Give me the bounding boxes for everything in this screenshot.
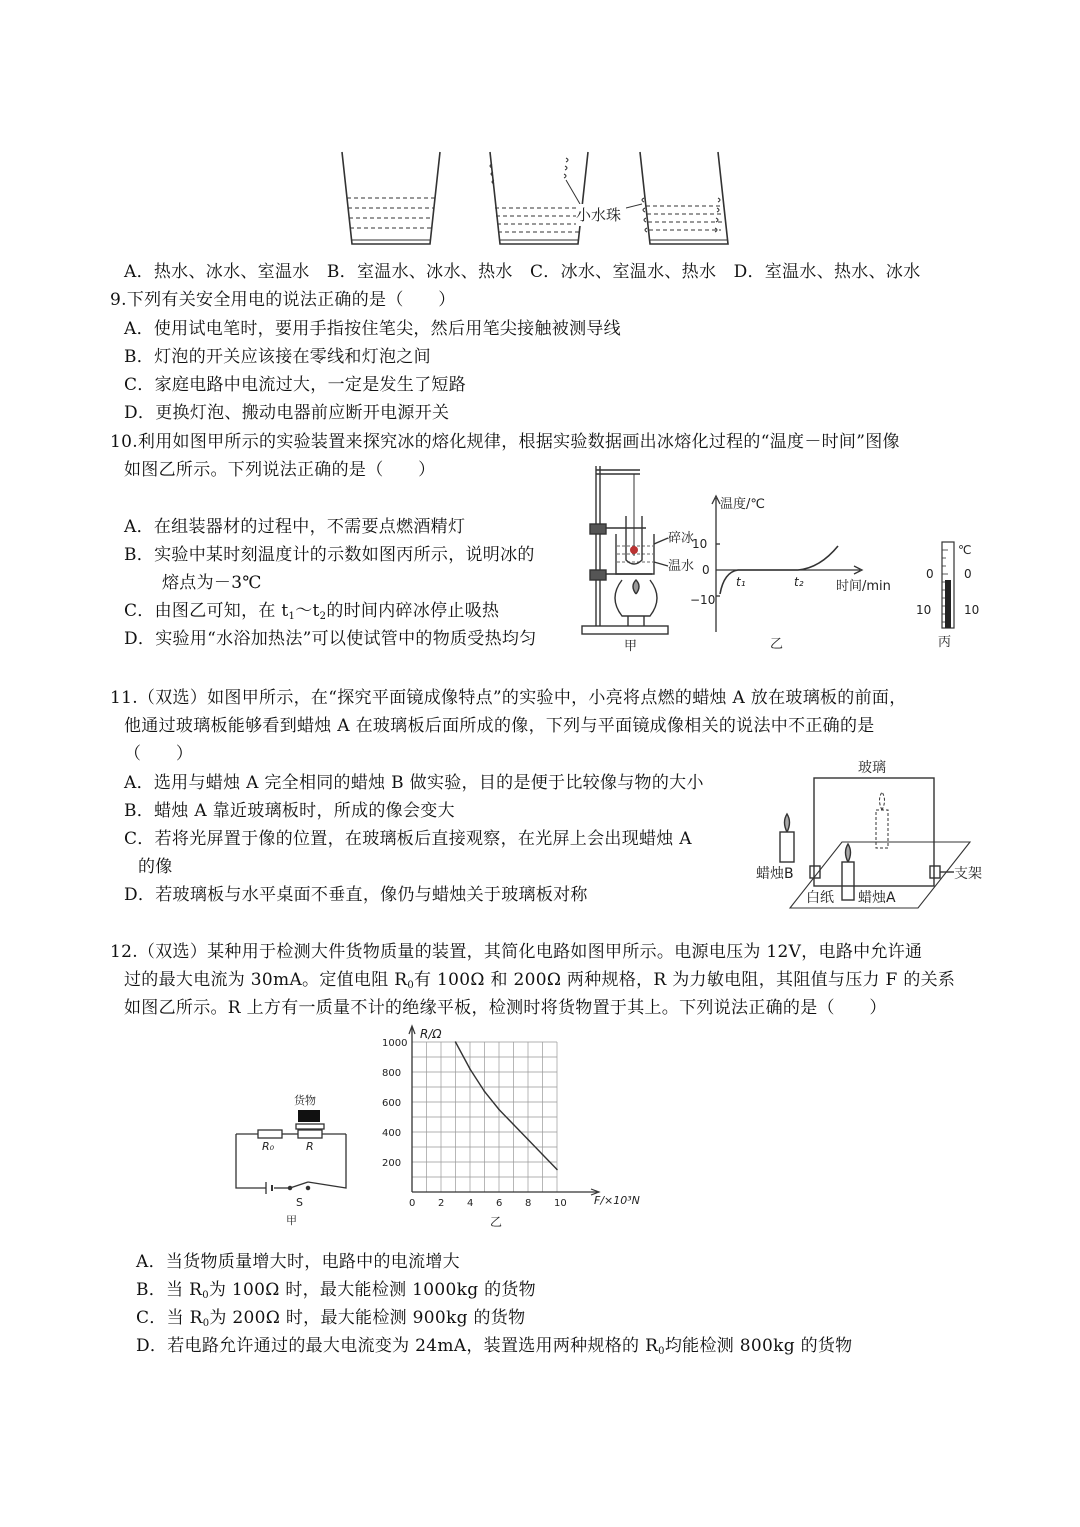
q10-stem-line2: 如图乙所示。下列说法正确的是（ ） [124,460,436,480]
q12-stem-line3: 如图乙所示。R 上方有一质量不计的绝缘平板，检测时将货物置于其上。下列说法正确的是（ ） [124,998,887,1018]
q9-option-d: D．更换灯泡、搬动电器前应断开电源开关 [124,403,450,423]
q11-stem-line1: 11.（双选）如图甲所示，在“探究平面镜成像特点”的实验中，小亮将点燃的蜡烛 A 放在玻璃板的前面， [110,688,907,708]
q10-thermometer-figure [910,538,990,654]
q12-option-b [136,1280,536,1306]
fig-jia-label-q12: 甲 [286,1214,297,1227]
q10-option-c-post: 的时间内碎冰停止吸热 [326,601,500,621]
y-tick-label: 600 [382,1098,402,1109]
warm-water-label: 温水 [668,559,695,574]
q9-option-c: C．家庭电路中电流过大，一定是发生了短路 [124,375,467,395]
q12-option-d [136,1336,852,1362]
y-tick-label: 400 [382,1128,402,1139]
q12-option-c [136,1308,525,1334]
y-tick-label: 1000 [382,1038,408,1049]
thermo-unit: ℃ [958,543,972,557]
data-point [513,1124,515,1126]
data-point [469,1068,471,1070]
q12-option-c-post: 为 200Ω 时，最大能检测 900kg 的货物 [209,1308,526,1328]
q12-resistance-force-chart [378,1022,668,1232]
data-point [542,1154,544,1156]
x-tick-label: 8 [525,1198,532,1209]
q11-option-d: D．若玻璃板与水平桌面不垂直，像仍与蜡烛关于玻璃板对称 [124,885,588,905]
fig-yi-label: 乙 [770,637,784,652]
y-axis-label: 温度/℃ [720,497,765,512]
chart-x-label: F/×10³N [594,1194,640,1207]
fig-jia-label: 甲 [624,639,638,654]
q8-options: A．热水、冰水、室温水 B．室温水、冰水、热水 C．冰水、室温水、热水 D．室温水、热水、冰水 [124,262,921,282]
chart-grid [412,1042,557,1192]
q10-option-d: D．实验用“水浴加热法”可以使试管中的物质受热均匀 [124,629,537,649]
q12-option-c-sub: 0 [202,1318,210,1329]
q12-option-b-sub: 0 [202,1290,209,1301]
q11-option-a: A．选用与蜡烛 A 完全相同的蜡烛 B 做实验，目的是便于比较像与物的大小 [124,773,704,793]
q12-stem-line1: 12.（双选）某种用于检测大件货物质量的装置，其简化电路如图甲所示。电源电压为 12V，电路中允许通 [110,942,923,962]
q10-option-c [124,601,499,627]
x-tick-label: 2 [438,1198,445,1209]
data-point [484,1091,486,1093]
q11-mirror-figure [750,756,990,922]
q10-option-c-mid: ～t [295,601,320,621]
q12-option-b-post: 为 100Ω 时，最大能检测 1000kg 的货物 [208,1280,536,1300]
q12-option-c-pre: C．当 R [136,1308,203,1328]
y-tick-label: 200 [382,1158,402,1169]
data-point [556,1169,558,1171]
data-point [455,1041,457,1043]
q8-beakers-figure [330,148,730,250]
q11-stem-line3: （ ） [124,744,194,764]
q12-circuit-figure [228,1090,358,1228]
white-paper-label: 白纸 [806,890,834,906]
x-tick-label: 4 [467,1198,474,1209]
thermo-left-0: 0 [926,567,934,581]
q10-option-c-pre: C．由图乙可知，在 t [124,601,289,621]
data-point [498,1109,500,1111]
q12-option-d-sub: 0 [658,1346,665,1357]
thermo-left-10: 10 [916,603,932,617]
q10-option-b-line1: B．实验中某时刻温度计的示数如图丙所示，说明冰的 [124,545,535,565]
r0-label: R₀ [262,1140,275,1153]
q12-option-d-pre: D．若电路允许通过的最大电流变为 24mA，装置选用两种规格的 R [136,1336,659,1356]
y-tick-10: 10 [692,537,708,551]
data-point [527,1139,529,1141]
q12-stem-line2-pre: 过的最大电流为 30mA。定值电阻 R [124,970,408,990]
x-tick-label: 0 [409,1198,416,1209]
beaker-1 [342,152,440,244]
q11-stem-line2: 他通过玻璃板能够看到蜡烛 A 在玻璃板后面所成的像，下列与平面镜成像相关的说法中不正确的是 [124,716,875,736]
candle-a-label: 蜡烛A [858,890,896,906]
q12-stem-line2 [124,970,955,996]
y-tick-label: 800 [382,1068,402,1079]
water-drop-label: 小水珠 [576,206,622,224]
q12-option-d-post: 均能检测 800kg 的货物 [664,1336,853,1356]
x-axis-label: 时间/min [836,579,891,594]
q10-option-c-sub2: 2 [319,611,327,622]
q10-option-c-sub1: 1 [288,611,296,622]
cargo-label: 货物 [294,1094,316,1107]
q11-option-b: B．蜡烛 A 靠近玻璃板时，所成的像会变大 [124,801,455,821]
q10-stem-line1: 10.利用如图甲所示的实验装置来探究冰的熔化规律，根据实验数据画出冰熔化过程的“温度－时间”图像 [110,432,900,452]
candle-b-label: 蜡烛B [756,866,794,882]
q10-temp-time-graph [690,492,910,656]
q9-option-b: B．灯泡的开关应该接在零线和灯泡之间 [124,347,431,367]
q9-option-a: A．使用试电笔时，要用手指按住笔尖，然后用笔尖接触被测导线 [124,319,621,339]
stand-label: 支架 [954,866,982,882]
thermo-right-0: 0 [964,567,972,581]
q10-option-a: A．在组装器材的过程中，不需要点燃酒精灯 [124,517,466,537]
glass-label: 玻璃 [858,760,886,776]
x-tick-label: 10 [554,1198,567,1209]
chart-tick-labels [382,1038,567,1209]
beaker-3 [640,152,728,244]
q9-stem: 9.下列有关安全用电的说法正确的是（ ） [110,290,456,310]
ice-label: 碎冰 [668,531,695,546]
switch-label: S [296,1196,303,1209]
r-label: R [306,1140,314,1153]
q10-apparatus-figure [578,458,708,654]
resistance-curve [456,1042,558,1170]
chart-axes [409,1026,599,1195]
chart-y-label: R/Ω [420,1027,442,1041]
q12-option-a: A．当货物质量增大时，电路中的电流增大 [136,1252,460,1272]
chart-sub-label: 乙 [490,1215,503,1229]
q11-option-c-line2: 的像 [138,857,173,877]
thermo-right-10: 10 [964,603,980,617]
t1-label: t₁ [736,575,746,589]
y-tick-neg10: −10 [690,593,716,607]
x-tick-label: 6 [496,1198,503,1209]
q10-option-b-line2: 熔点为－3℃ [162,573,262,593]
q12-option-b-pre: B．当 R [136,1280,203,1300]
q11-option-c-line1: C．若将光屏置于像的位置，在玻璃板后直接观察，在光屏上会出现蜡烛 A [124,829,692,849]
fig-bing-label: 丙 [938,635,952,650]
beaker-2 [490,152,588,244]
q12-stem-sub0: 0 [407,980,415,991]
y-tick-0: 0 [702,563,710,577]
t2-label: t₂ [794,575,804,589]
q12-stem-line2-post: 有 100Ω 和 200Ω 两种规格，R 为力敏电阻，其阻值与压力 F 的关系 [414,970,956,990]
